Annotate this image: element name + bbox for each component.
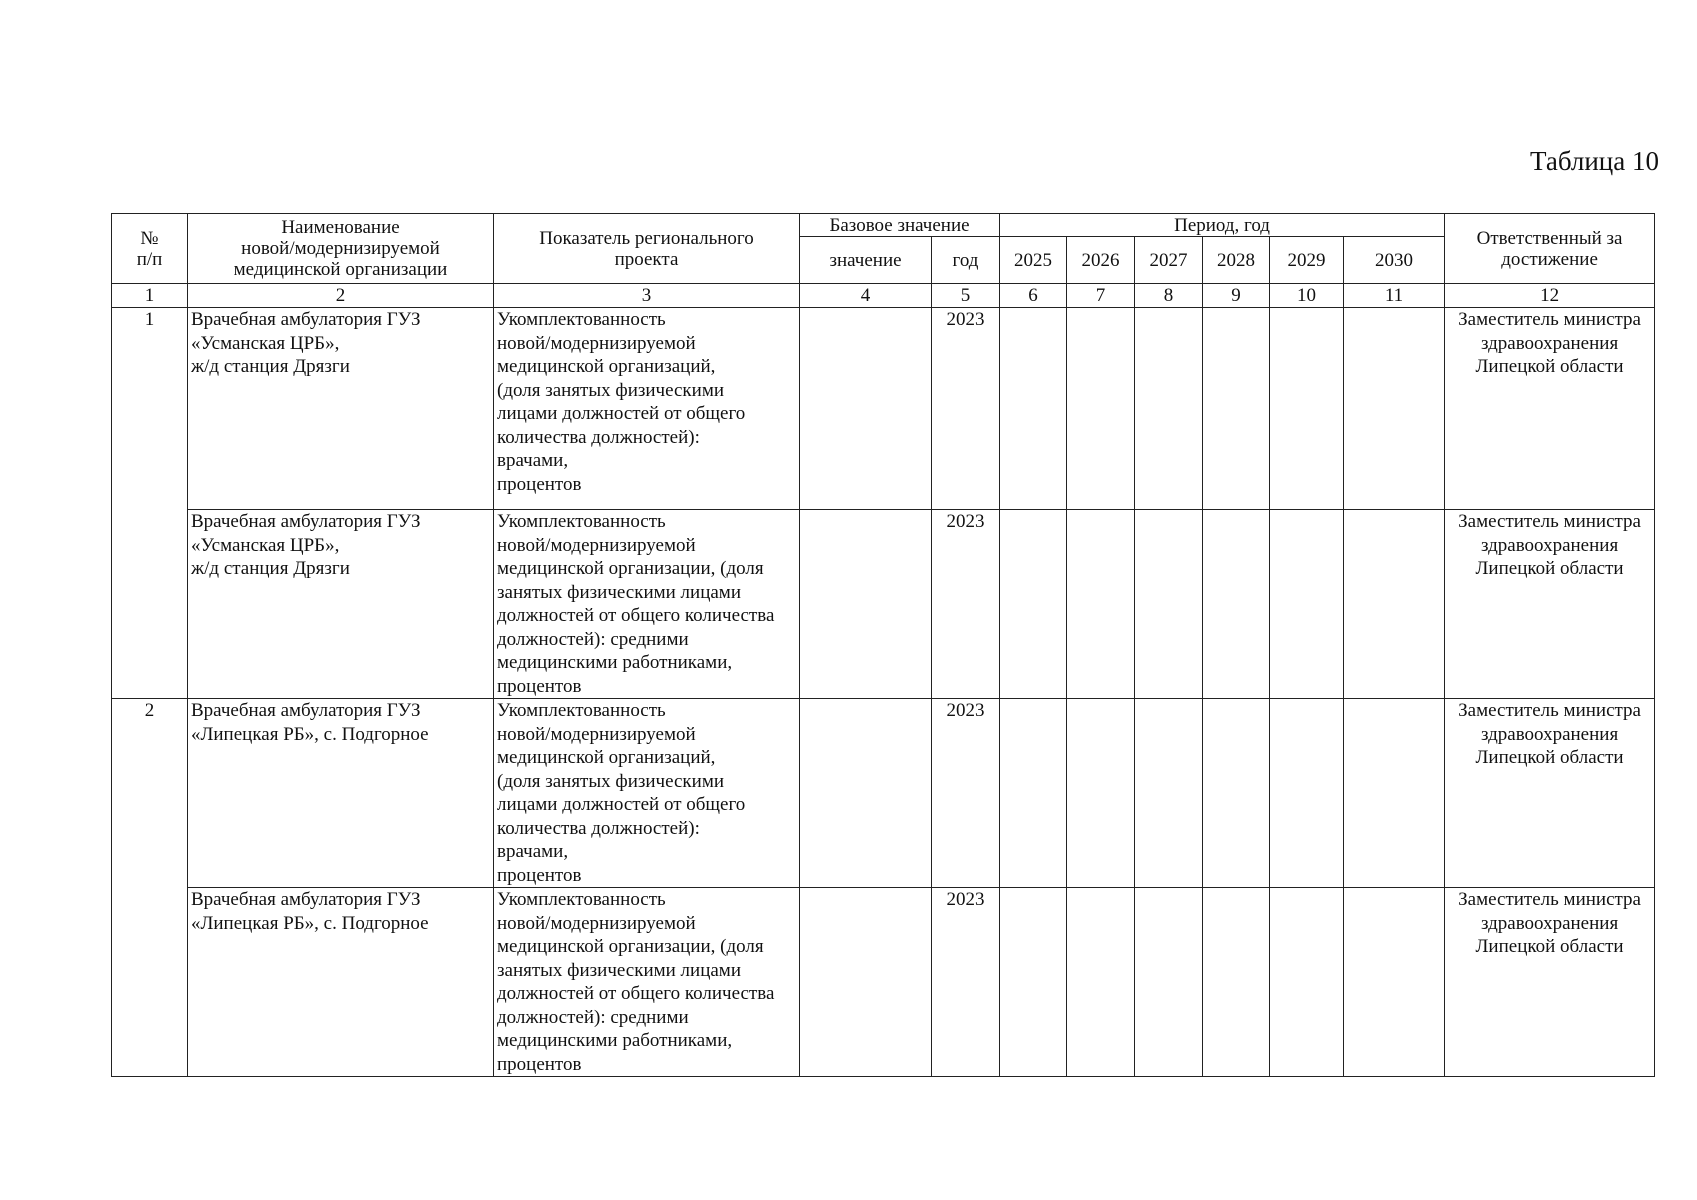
header-responsible: Ответственный за достижение: [1445, 214, 1655, 284]
year-value-cell: [1270, 888, 1344, 1077]
year-value-cell: [1270, 308, 1344, 510]
header-org-name: Наименование новой/модернизируемой медицинской организации: [188, 214, 494, 284]
indicator-cell: Укомплектованность новой/модернизируемой медицинской организаций, (доля занятых физическими лицами должностей от общего количества должностей): врачами, процентов: [494, 699, 800, 888]
year-value-cell: [1344, 888, 1445, 1077]
column-number: 9: [1203, 284, 1270, 308]
header-year: 2030: [1344, 237, 1445, 284]
year-value-cell: [1203, 308, 1270, 510]
column-number: 7: [1067, 284, 1135, 308]
column-number: 12: [1445, 284, 1655, 308]
header-year: 2028: [1203, 237, 1270, 284]
indicator-cell: Укомплектованность новой/модернизируемой медицинской организации, (доля занятых физическими лицами должностей от общего количества должностей): средними медицинскими работниками, процентов: [494, 888, 800, 1077]
header-base-value: значение: [800, 237, 932, 284]
header-period: Период, год: [1000, 214, 1445, 237]
table-row: [112, 888, 1655, 1077]
responsible-cell: Заместитель министра здравоохранения Липецкой области: [1445, 888, 1655, 1077]
org-name-cell: Врачебная амбулатория ГУЗ «Усманская ЦРБ», ж/д станция Дрязги: [188, 308, 494, 510]
table-row: [112, 308, 1655, 510]
year-value-cell: [1135, 699, 1203, 888]
header-year: 2025: [1000, 237, 1067, 284]
base-value-cell: [800, 510, 932, 699]
org-name-cell: Врачебная амбулатория ГУЗ «Липецкая РБ», с. Подгорное: [188, 699, 494, 888]
base-value-cell: [800, 699, 932, 888]
column-number: 1: [112, 284, 188, 308]
table-row: [112, 699, 1655, 888]
year-value-cell: [1344, 699, 1445, 888]
header-year: 2026: [1067, 237, 1135, 284]
column-number: 2: [188, 284, 494, 308]
year-value-cell: [1135, 308, 1203, 510]
year-value-cell: [1270, 510, 1344, 699]
row-number: 1: [112, 308, 188, 699]
year-value-cell: [1344, 510, 1445, 699]
year-value-cell: [1000, 888, 1067, 1077]
indicator-cell: Укомплектованность новой/модернизируемой медицинской организации, (доля занятых физическими лицами должностей от общего количества должностей): средними медицинскими работниками, процентов: [494, 510, 800, 699]
year-value-cell: [1000, 699, 1067, 888]
column-number: 5: [932, 284, 1000, 308]
org-name-cell: Врачебная амбулатория ГУЗ «Липецкая РБ», с. Подгорное: [188, 888, 494, 1077]
year-value-cell: [1067, 888, 1135, 1077]
header-indicator: Показатель регионального проекта: [494, 214, 800, 284]
year-value-cell: [1270, 699, 1344, 888]
column-number: 11: [1344, 284, 1445, 308]
base-value-cell: [800, 888, 932, 1077]
year-value-cell: [1203, 699, 1270, 888]
year-value-cell: [1000, 308, 1067, 510]
column-numbers-row: [112, 284, 1655, 308]
base-year-cell: 2023: [932, 699, 1000, 888]
responsible-cell: Заместитель министра здравоохранения Липецкой области: [1445, 510, 1655, 699]
base-year-cell: 2023: [932, 308, 1000, 510]
row-number: 2: [112, 699, 188, 1077]
year-value-cell: [1135, 888, 1203, 1077]
year-value-cell: [1067, 510, 1135, 699]
responsible-cell: Заместитель министра здравоохранения Липецкой области: [1445, 699, 1655, 888]
base-value-cell: [800, 308, 932, 510]
header-num: № п/п: [112, 214, 188, 284]
column-number: 10: [1270, 284, 1344, 308]
column-number: 3: [494, 284, 800, 308]
header-year: 2029: [1270, 237, 1344, 284]
table-row: [112, 510, 1655, 699]
header-base-year: год: [932, 237, 1000, 284]
year-value-cell: [1344, 308, 1445, 510]
header-year: 2027: [1135, 237, 1203, 284]
year-value-cell: [1067, 308, 1135, 510]
indicators-table: [111, 213, 1655, 1077]
org-name-cell: Врачебная амбулатория ГУЗ «Усманская ЦРБ», ж/д станция Дрязги: [188, 510, 494, 699]
year-value-cell: [1000, 510, 1067, 699]
year-value-cell: [1203, 888, 1270, 1077]
column-number: 6: [1000, 284, 1067, 308]
column-number: 4: [800, 284, 932, 308]
column-number: 8: [1135, 284, 1203, 308]
year-value-cell: [1135, 510, 1203, 699]
responsible-cell: Заместитель министра здравоохранения Липецкой области: [1445, 308, 1655, 510]
table-caption: Таблица 10: [1530, 146, 1659, 176]
indicator-cell: Укомплектованность новой/модернизируемой медицинской организаций, (доля занятых физическими лицами должностей от общего количества должностей): врачами, процентов: [494, 308, 800, 510]
base-year-cell: 2023: [932, 888, 1000, 1077]
base-year-cell: 2023: [932, 510, 1000, 699]
year-value-cell: [1203, 510, 1270, 699]
header-base: Базовое значение: [800, 214, 1000, 237]
year-value-cell: [1067, 699, 1135, 888]
